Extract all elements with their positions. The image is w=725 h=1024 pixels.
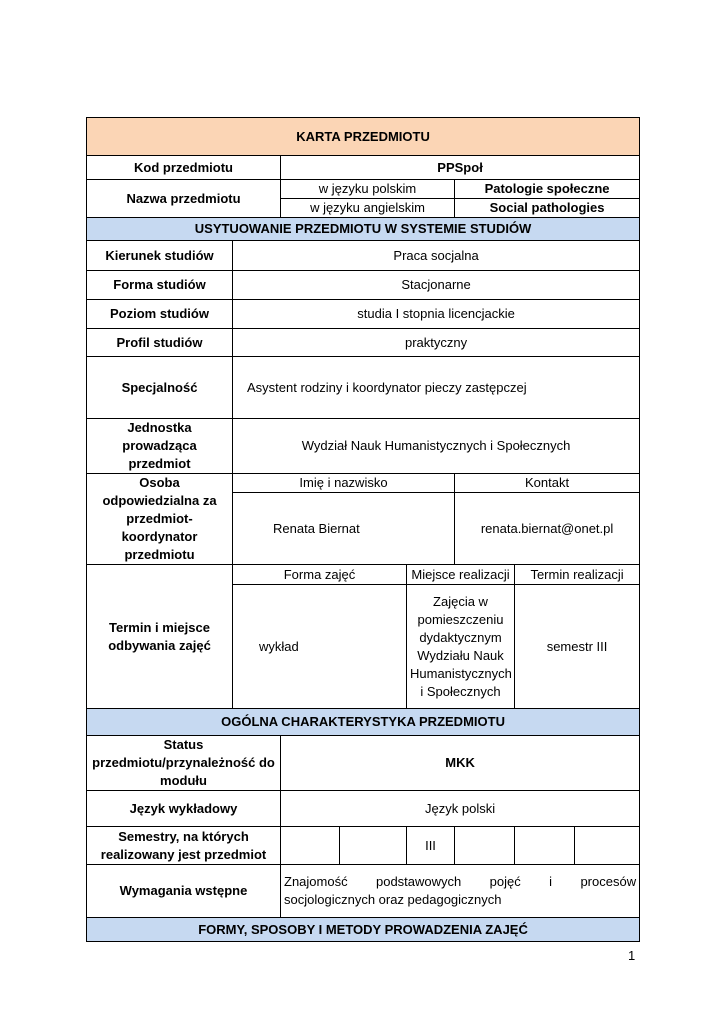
section-ogolna: OGÓLNA CHARAKTERYSTYKA PRZEDMIOTU [87, 709, 640, 736]
page-number: 1 [628, 948, 636, 963]
termin-termin: semestr III [515, 585, 640, 709]
jezyk-label: Język wykładowy [87, 791, 281, 827]
nazwa-en-value: Social pathologies [455, 199, 640, 218]
jednostka-value: Wydział Nauk Humanistycznych i Społecznych [233, 419, 640, 474]
osoba-name-header: Imię i nazwisko [233, 474, 455, 493]
semestry-label: Semestry, na których realizowany jest przedmiot [87, 827, 281, 865]
semestr-cell: III [407, 827, 455, 865]
semestr-cell [340, 827, 407, 865]
poziom-label: Poziom studiów [87, 300, 233, 329]
termin-miejsce-header: Miejsce realizacji [407, 565, 515, 585]
nazwa-en-label: w języku angielskim [281, 199, 455, 218]
kod-value: PPSpoł [281, 156, 640, 180]
nazwa-pl-label: w języku polskim [281, 180, 455, 199]
poziom-value: studia I stopnia licencjackie [233, 300, 640, 329]
wymagania-label: Wymagania wstępne [87, 865, 281, 918]
kierunek-label: Kierunek studiów [87, 241, 233, 271]
osoba-contact-header: Kontakt [455, 474, 640, 493]
termin-label: Termin i miejsce odbywania zajęć [87, 565, 233, 709]
section-formy: FORMY, SPOSOBY I METODY PROWADZENIA ZAJĘĆ [87, 918, 640, 942]
specjalnosc-value: Asystent rodziny i koordynator pieczy zastępczej [233, 357, 640, 419]
termin-termin-header: Termin realizacji [515, 565, 640, 585]
status-label: Status przedmiotu/przynależność do modułu [87, 736, 281, 791]
termin-forma: wykład [233, 585, 407, 709]
forma-label: Forma studiów [87, 271, 233, 300]
termin-miejsce: Zajęcia w pomieszczeniu dydaktycznym Wydziału Nauk Humanistycznych i Społecznych [407, 585, 515, 709]
jednostka-label: Jednostka prowadząca przedmiot [87, 419, 233, 474]
semestr-cell [281, 827, 340, 865]
course-card-table [86, 117, 640, 942]
section-usytuowanie: USYTUOWANIE PRZEDMIOTU W SYSTEMIE STUDIÓW [87, 218, 640, 241]
semestr-cell [575, 827, 640, 865]
osoba-contact: renata.biernat@onet.pl [455, 493, 640, 565]
profil-value: praktyczny [233, 329, 640, 357]
semestr-cell [515, 827, 575, 865]
profil-label: Profil studiów [87, 329, 233, 357]
wymagania-value [281, 865, 640, 918]
osoba-label: Osoba odpowiedzialna za przedmiot- koordynator przedmiotu [87, 474, 233, 565]
wymagania-line2: socjologicznych oraz pedagogicznych [284, 892, 502, 907]
card-title: KARTA PRZEDMIOTU [87, 118, 640, 156]
nazwa-pl-value: Patologie społeczne [455, 180, 640, 199]
kod-label: Kod przedmiotu [87, 156, 281, 180]
termin-forma-header: Forma zajęć [233, 565, 407, 585]
status-value: MKK [281, 736, 640, 791]
osoba-name: Renata Biernat [233, 493, 455, 565]
kierunek-value: Praca socjalna [233, 241, 640, 271]
wymagania-line1: Znajomość podstawowych pojęć i procesów [284, 874, 637, 889]
specjalnosc-label: Specjalność [87, 357, 233, 419]
forma-value: Stacjonarne [233, 271, 640, 300]
jezyk-value: Język polski [281, 791, 640, 827]
semestr-cell [455, 827, 515, 865]
nazwa-label: Nazwa przedmiotu [87, 180, 281, 218]
